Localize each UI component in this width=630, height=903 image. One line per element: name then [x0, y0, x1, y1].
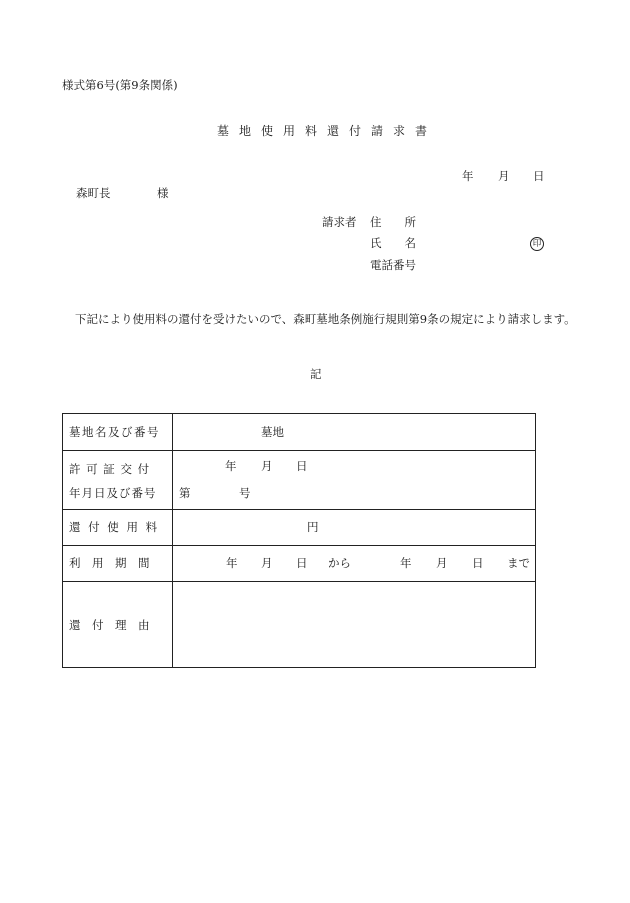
permit-month: 月	[261, 459, 273, 473]
cemetery-suffix: 墓地	[261, 425, 284, 439]
seal-mark: 印	[530, 237, 544, 251]
usage-period-label: 利 用 期 間	[69, 556, 150, 570]
cemetery-name-label: 墓地名及び番号	[69, 425, 160, 439]
period-start-year: 年	[226, 556, 238, 570]
table-label-cell	[63, 451, 173, 510]
period-end-year: 年	[400, 556, 412, 570]
form-number: 様式第6号(第9条関係)	[62, 78, 178, 92]
table-label-cell	[63, 414, 173, 451]
date-day: 日	[533, 169, 545, 183]
date-month: 月	[498, 169, 510, 183]
refund-fee-value-cell	[173, 510, 536, 546]
permit-issue-label-line1: 許 可 証 交 付	[69, 462, 151, 476]
refund-reason-value-cell	[173, 582, 536, 668]
permit-go: 号	[239, 486, 251, 500]
refund-fee-label: 還 付 使 用 料	[69, 520, 160, 534]
name-label: 氏 名	[370, 236, 416, 250]
period-start-month: 月	[261, 556, 273, 570]
permit-year: 年	[225, 459, 237, 473]
table-label-cell	[63, 510, 173, 546]
phone-label: 電話番号	[370, 258, 416, 272]
table-row	[63, 510, 536, 546]
table-row	[63, 451, 536, 510]
document-title: 墓地使用料還付請求書	[217, 124, 438, 138]
body-text: 下記により使用料の還付を受けたいので、森町墓地条例施行規則第9条の規定により請求します。	[75, 312, 576, 326]
yen-unit: 円	[307, 520, 319, 534]
date-year: 年	[462, 169, 474, 183]
period-to: まで	[507, 556, 530, 570]
period-end-day: 日	[472, 556, 484, 570]
permit-dai: 第	[179, 486, 191, 500]
refund-reason-label: 還 付 理 由	[69, 618, 150, 632]
cemetery-name-value-cell	[173, 414, 536, 451]
table-row	[63, 414, 536, 451]
period-start-day: 日	[296, 556, 308, 570]
address-label: 住 所	[370, 215, 416, 229]
table-row	[63, 582, 536, 668]
usage-period-value-cell	[173, 546, 536, 582]
addressee-honorific: 様	[157, 186, 169, 200]
table-label-cell	[63, 546, 173, 582]
period-end-month: 月	[436, 556, 448, 570]
ki-mark: 記	[310, 367, 322, 381]
table-label-cell	[63, 582, 173, 668]
claim-table	[62, 413, 536, 668]
applicant-label: 請求者	[322, 215, 357, 229]
permit-issue-value-cell	[173, 451, 536, 510]
permit-issue-label-line2: 年月日及び番号	[69, 486, 157, 500]
addressee-name: 森町長	[76, 186, 111, 200]
permit-day: 日	[296, 459, 308, 473]
period-from: から	[328, 556, 351, 570]
table-row	[63, 546, 536, 582]
